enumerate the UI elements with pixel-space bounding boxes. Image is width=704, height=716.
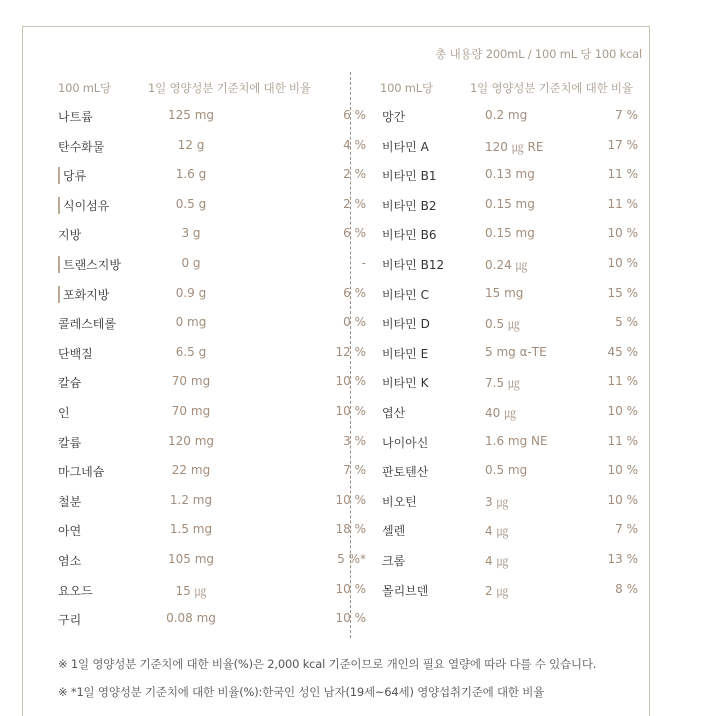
nutrient-row	[382, 552, 682, 572]
nutrient-name: 나이아신	[382, 435, 429, 450]
nutrient-row	[58, 522, 366, 542]
nutrient-name: 인	[58, 406, 70, 420]
nutrient-amount: 1.5 mg	[169, 522, 213, 537]
nutrient-row	[58, 285, 366, 306]
nutrient-percent: 10 %	[335, 374, 366, 389]
nutrient-amount: 0.5 g	[175, 196, 207, 211]
nutrient-name: 비타민 B12	[382, 258, 445, 272]
nutrient-name: 비타민 C	[382, 287, 429, 302]
nutrient-percent: 18 %	[335, 522, 366, 537]
nutrient-percent: 10 %	[607, 492, 638, 507]
nutrient-percent: 7 %	[343, 463, 366, 478]
nutrient-row	[58, 256, 366, 276]
nutrient-name: 나트륨	[58, 110, 93, 124]
nutrient-row	[58, 226, 366, 246]
nutrient-percent: 45 %	[607, 344, 638, 359]
nutrient-name: 비타민 B6	[382, 228, 437, 243]
nutrient-row	[382, 522, 682, 542]
footnote-daily-value: ※ 1일 영양성분 기준치에 대한 비율(%)은 2,000 kcal 기준이므로 개인의 필요 열량에 따라 다를 수 있습니다.	[58, 657, 597, 671]
nutrient-row	[58, 137, 366, 158]
nutrient-name: 구리	[58, 613, 82, 628]
nutrient-name: 크롬	[382, 554, 406, 568]
nutrient-percent: 10 %	[335, 581, 366, 596]
nutrient-amount: 0 mg	[175, 315, 207, 330]
nutrient-row	[382, 345, 682, 365]
nutrient-name: 비타민 D	[382, 317, 430, 332]
nutrient-name: 비타민 B1	[382, 169, 437, 184]
nutrient-name: 콜레스테롤	[58, 317, 116, 332]
nutrient-name: 식이섬유	[58, 197, 109, 214]
nutrient-amount: 0.08 mg	[166, 611, 216, 626]
nutrient-percent: 8 %	[615, 581, 638, 596]
nutrient-row	[382, 404, 682, 424]
nutrient-percent: 10 %	[607, 404, 638, 418]
nutrient-row	[382, 138, 682, 158]
nutrient-amount: 0.24 ㎍	[485, 258, 528, 272]
nutrient-percent: 10 %	[607, 226, 638, 241]
nutrient-percent: 12 %	[335, 344, 366, 359]
nutrient-name: 요오드	[58, 583, 93, 598]
nutrient-percent: 11 %	[607, 433, 638, 448]
nutrient-percent: 2 %	[343, 167, 366, 182]
nutrient-name: 비타민 B2	[382, 198, 437, 213]
nutrient-amount: 15 ㎍	[175, 583, 207, 598]
nutrient-amount: 1.6 mg NE	[485, 433, 548, 448]
nutrient-name: 몰리브덴	[382, 583, 429, 598]
nutrient-name: 지방	[58, 228, 82, 243]
nutrient-name: 아연	[58, 524, 82, 539]
nutrient-amount: 0 g	[181, 256, 201, 270]
nutrient-name: 비타민 E	[382, 346, 429, 361]
nutrient-row	[382, 286, 682, 306]
nutrient-percent: 17 %	[607, 137, 638, 152]
nutrient-amount: 6.5 g	[175, 344, 207, 359]
nutrient-percent: 6 %	[343, 108, 366, 122]
nutrient-amount: 12 g	[177, 137, 205, 152]
nutrient-row	[58, 196, 366, 217]
nutrient-amount: 120 ㎍ RE	[485, 139, 544, 154]
footnote-reference: ※ *1일 영양성분 기준치에 대한 비율(%):한국인 성인 남자(19세~64세) 영양섭취기준에 대한 비율	[58, 685, 545, 699]
nutrient-row	[58, 463, 366, 483]
nutrient-name: 단백질	[58, 346, 93, 361]
nutrient-amount: 0.15 mg	[485, 226, 535, 241]
nutrient-percent: 10 %	[607, 463, 638, 478]
nutrient-row	[382, 256, 682, 276]
nutrient-row	[382, 167, 682, 187]
nutrient-amount: 5 mg α-TE	[485, 344, 547, 359]
nutrient-row	[382, 315, 682, 335]
nutrient-percent: 11 %	[607, 196, 638, 211]
nutrient-name: 당류	[58, 167, 86, 184]
right-header-daily-ratio: 1일 영양성분 기준치에 대한 비율	[470, 81, 633, 95]
nutrient-amount: 125 mg	[167, 108, 215, 122]
nutrient-name: 탄수화물	[58, 139, 105, 154]
nutrient-amount: 70 mg	[171, 374, 211, 389]
left-header-per-100ml: 100 mL당	[58, 81, 111, 95]
nutrient-name: 망간	[382, 110, 406, 124]
nutrient-amount: 0.5 mg	[485, 463, 528, 478]
nutrient-row	[58, 374, 366, 394]
nutrient-amount: 7.5 ㎍	[485, 376, 520, 391]
nutrient-amount: 40 ㎍	[485, 406, 517, 420]
nutrient-row	[58, 552, 366, 572]
nutrient-amount: 4 ㎍	[485, 554, 509, 568]
nutrient-percent: 10 %	[607, 256, 638, 270]
nutrient-name: 염소	[58, 554, 82, 568]
nutrient-row	[382, 463, 682, 483]
nutrient-percent: 11 %	[607, 374, 638, 389]
nutrient-row	[382, 582, 682, 602]
nutrient-amount: 22 mg	[171, 463, 211, 478]
nutrient-percent: 13 %	[607, 552, 638, 566]
nutrient-name: 비오틴	[382, 494, 417, 509]
nutrient-percent: 4 %	[343, 137, 366, 152]
nutrient-row	[58, 581, 366, 602]
nutrient-percent: 11 %	[607, 167, 638, 182]
nutrient-name: 판토텐산	[382, 465, 429, 480]
nutrient-amount: 4 ㎍	[485, 524, 509, 539]
nutrient-row	[58, 108, 366, 128]
nutrient-row	[58, 492, 366, 513]
nutrient-name: 칼슘	[58, 376, 82, 391]
nutrient-percent: 10 %	[335, 404, 366, 418]
nutrient-name: 포화지방	[58, 286, 109, 303]
nutrient-amount: 1.2 mg	[169, 492, 213, 507]
nutrient-percent: 10 %	[335, 492, 366, 507]
nutrient-percent: 5 %*	[337, 552, 366, 566]
nutrient-amount: 0.5 ㎍	[485, 317, 520, 332]
nutrient-percent: -	[361, 256, 366, 270]
nutrient-amount: 120 mg	[167, 433, 215, 448]
nutrient-percent: 3 %	[343, 433, 366, 448]
nutrient-name: 칼륨	[58, 435, 82, 450]
nutrient-percent: 7 %	[615, 522, 638, 537]
nutrient-row	[382, 374, 682, 394]
nutrient-percent: 5 %	[615, 315, 638, 330]
nutrient-amount: 70 mg	[171, 404, 211, 418]
nutrient-amount: 0.9 g	[175, 285, 207, 300]
nutrient-name: 트랜스지방	[58, 256, 121, 273]
nutrient-amount: 2 ㎍	[485, 583, 509, 598]
nutrient-percent: 6 %	[343, 285, 366, 300]
nutrient-amount: 15 mg	[485, 285, 524, 300]
nutrient-percent: 6 %	[343, 226, 366, 241]
right-header-per-100ml: 100 mL당	[380, 81, 433, 95]
nutrient-amount: 3 ㎍	[485, 494, 509, 509]
nutrient-name: 마그네슘	[58, 465, 105, 480]
nutrient-name: 엽산	[382, 406, 406, 420]
nutrient-name: 철분	[58, 494, 82, 509]
nutrient-name: 비타민 K	[382, 376, 429, 391]
nutrient-row	[382, 434, 682, 454]
nutrient-amount: 0.13 mg	[485, 167, 535, 182]
nutrient-row	[382, 493, 682, 513]
nutrient-row	[58, 315, 366, 335]
nutrient-percent: 10 %	[335, 611, 366, 626]
nutrient-row	[382, 108, 682, 128]
nutrient-amount: 105 mg	[167, 552, 215, 566]
nutrient-name: 비타민 A	[382, 139, 429, 154]
nutrient-row	[382, 197, 682, 217]
nutrient-name: 셀렌	[382, 524, 406, 539]
left-header-daily-ratio: 1일 영양성분 기준치에 대한 비율	[148, 81, 311, 95]
nutrient-amount: 1.6 g	[175, 167, 207, 182]
nutrient-row	[58, 433, 366, 454]
nutrient-percent: 7 %	[615, 108, 638, 122]
nutrient-amount: 3 g	[181, 226, 201, 241]
total-content-note: 총 내용량 200mL / 100 mL 당 100 kcal	[435, 47, 642, 61]
nutrient-row	[58, 404, 366, 424]
nutrient-percent: 15 %	[607, 285, 638, 300]
nutrient-row	[58, 611, 366, 631]
nutrient-percent: 0 %	[343, 315, 366, 330]
nutrient-row	[58, 344, 366, 365]
nutrient-percent: 2 %	[343, 196, 366, 211]
nutrient-row	[58, 167, 366, 187]
nutrient-amount: 0.15 mg	[485, 196, 535, 211]
nutrient-amount: 0.2 mg	[485, 108, 528, 122]
nutrient-row	[382, 226, 682, 246]
